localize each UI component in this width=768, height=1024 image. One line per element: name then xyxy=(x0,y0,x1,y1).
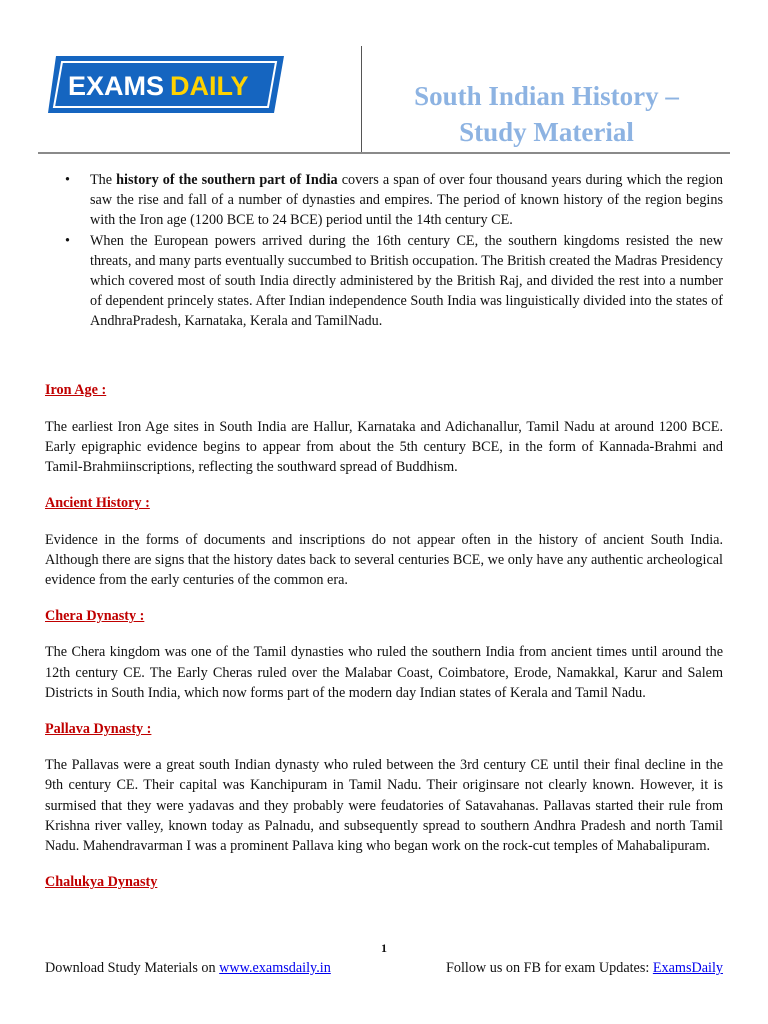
facebook-page-link[interactable]: ExamsDaily xyxy=(652,960,723,976)
exams-daily-logo xyxy=(48,53,290,119)
section-heading-ancient-history: Ancient History : xyxy=(45,495,150,512)
intro-bullet-1: • The history of the southern part of India covers a span of over four thousand years during which the region saw the rise and fall of a number of dynasties and empires. The period of known history of the region begins with the Iron age (1200 BCE to 24 BCE) period until the 14th century CE. xyxy=(90,170,723,231)
section-heading-pallava-dynasty: Pallava Dynasty : xyxy=(45,721,152,738)
footer-left xyxy=(45,958,331,978)
main-content xyxy=(45,170,723,892)
footer-left-text: Download Study Materials on xyxy=(45,960,220,976)
section-body-chera-dynasty: The Chera kingdom was one of the Tamil dynasties who ruled the southern India from ancient times until around the 12th century CE. The Early Cheras ruled over the Malabar Coast, Coimbatore, Erode, Namakkal, Karur and Salem Districts in South India, which now forms part of the modern day Indian states of Kerala and Tamil Nadu. xyxy=(45,644,723,701)
document-title xyxy=(362,78,731,150)
title-line-1: South Indian History – xyxy=(414,81,679,111)
logo-text-exams: EXAMS xyxy=(68,71,165,101)
logo-text-daily: DAILY xyxy=(170,71,249,101)
footer-right-text: Follow us on FB for exam Updates: xyxy=(445,960,653,976)
section-body-pallava-dynasty: The Pallavas were a great south Indian dynasty who ruled between the 3rd century CE until their final decline in the 9th century CE. Their capital was Kanchipuram in Tamil Nadu. Their originsare not clearly known. However, it is surmised that they were yadavas and they probably were feudatories of Satavahanas. Pallavas started their rule from Krishna river valley, known today as Palnadu, and subsequently spread to southern Andhra Pradesh and north Tamil Nadu. Mahendravarman I was a prominent Pallava king who began work on the rock-cut temples of Mahabalipuram. xyxy=(45,757,723,855)
intro-bullet-2: • When the European powers arrived during the 16th century CE, the southern kingdoms resisted the new threats, and many parts eventually succumbed to British occupation. The British created the Madras Presidency which covered most of south India directly administered by the British Raj, and divided the rest into a number of dependent princely states. After Indian independence South India was linguistically divided into the states of AndhraPradesh, Karnataka, Kerala and TamilNadu. xyxy=(90,231,723,332)
header-rule xyxy=(38,152,730,154)
footer-right xyxy=(446,958,723,978)
bold-phrase: history of the southern part of India xyxy=(116,172,338,188)
intro-bullet-list xyxy=(45,170,723,332)
section-heading-iron-age: Iron Age : xyxy=(45,381,107,398)
section-heading-chera-dynasty: Chera Dynasty : xyxy=(45,608,145,625)
website-link[interactable]: www.examsdaily.in xyxy=(219,960,331,976)
section-heading-chalukya-dynasty: Chalukya Dynasty xyxy=(45,874,158,891)
section-body-iron-age: The earliest Iron Age sites in South India are Hallur, Karnataka and Adichanallur, Tamil Nadu at around 1200 BCE. Early epigraphic evidence begins to appear from about the 5th century BCE, in the form of Kannada-Brahmi and Tamil-Brahmiinscriptions, reflecting the southward spread of Buddhism. xyxy=(45,418,723,476)
section-body-ancient-history: Evidence in the forms of documents and inscriptions do not appear often in the history of ancient South India. Although there are signs that the history dates back to several centuries BCE, we only have any authentic archeological evidence from the early centuries of the common era. xyxy=(45,531,723,589)
page-number: 1 xyxy=(381,941,387,955)
title-line-2: Study Material xyxy=(459,117,634,147)
